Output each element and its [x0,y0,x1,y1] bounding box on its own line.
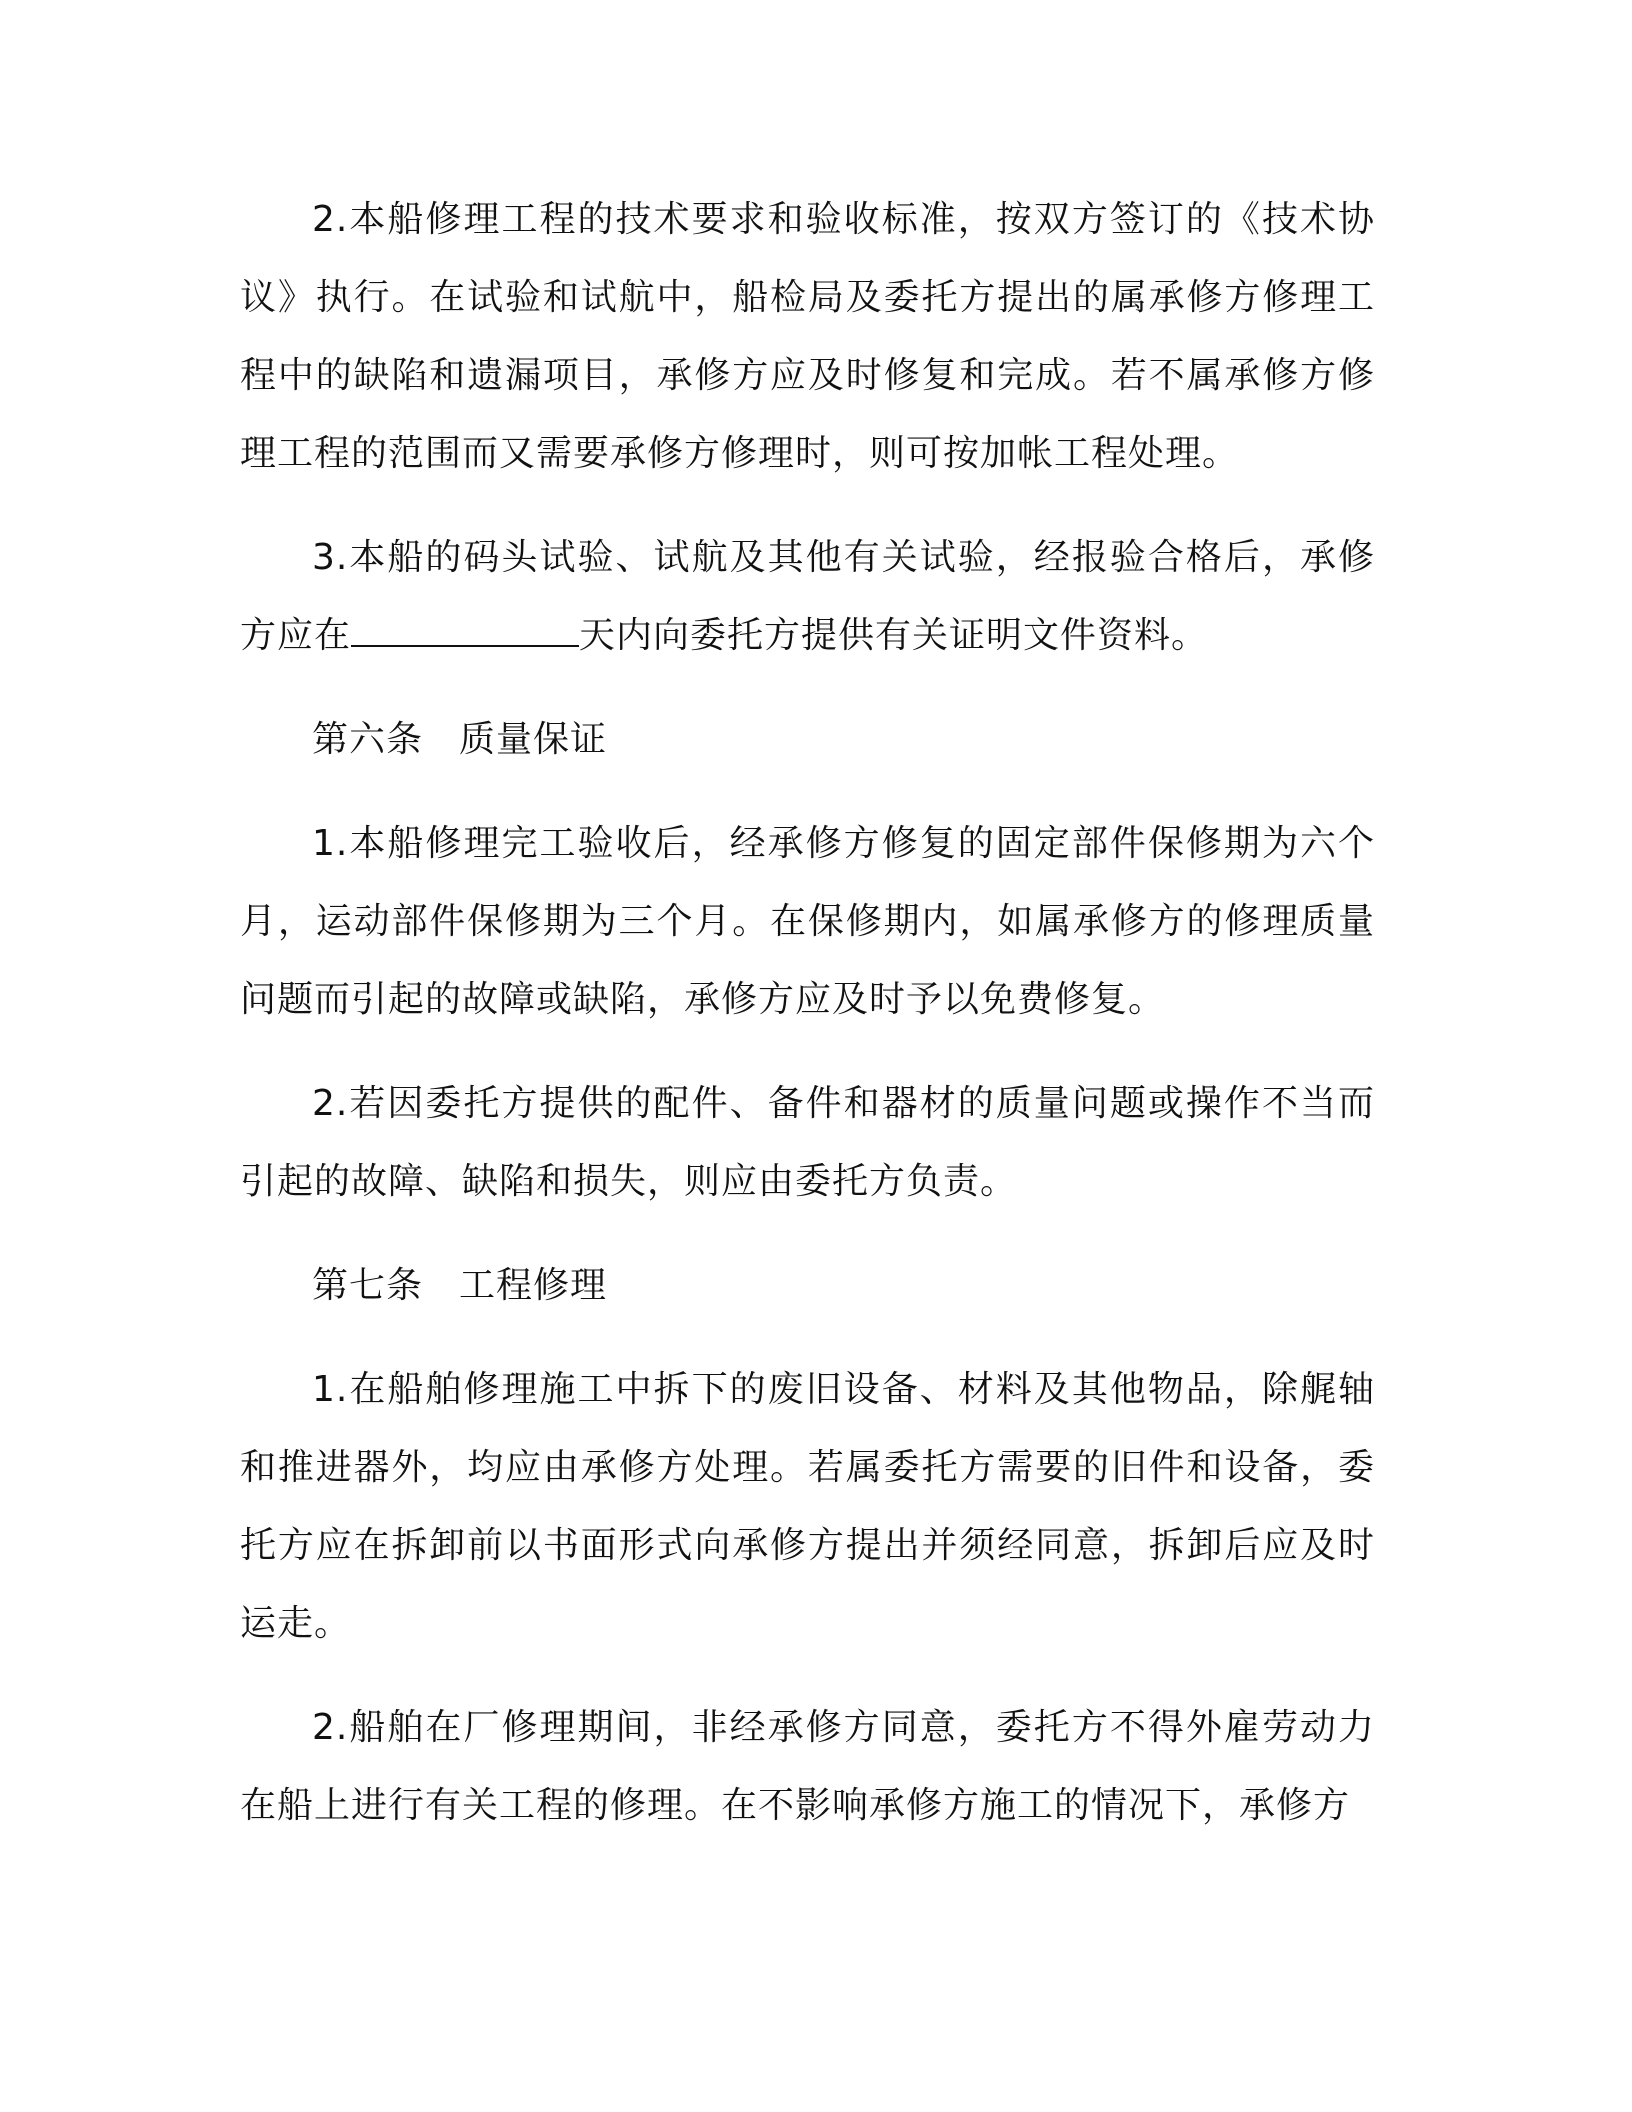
article-title: 质量保证 [459,719,608,760]
article-number: 第七条 [312,1265,424,1306]
article-heading-repair-works [240,1247,1375,1325]
document-body [240,181,1375,1871]
paragraph-technical-requirements: 2.本船修理工程的技术要求和验收标准，按双方签订的《技术协议》执行。在试验和试航中，船检局及委托方提出的属承修方修理工程中的缺陷和遗漏项目，承修方应及时修复和完成。若不属承修方修理工程的范围而又需要承修方修理时，则可按加帐工程处理。 [240,199,1375,474]
article-number: 第六条 [312,719,424,760]
paragraph-dock-trials-text-after: 天内向委托方提供有关证明文件资料。 [579,615,1209,656]
paragraph-removed-equipment: 1.在船舶修理施工中拆下的废旧设备、材料及其他物品，除艉轴和推进器外，均应由承修方处理。若属委托方需要的旧件和设备，委托方应在拆卸前以书面形式向承修方提出并须经同意，拆卸后应及时运走。 [240,1369,1375,1644]
paragraph-dock-trials-text-before: 3.本船的码头试验、试航及其他有关试验，经报验合格后，承修方应在 [240,537,1375,656]
paragraph-outside-labor: 2.船舶在厂修理期间，非经承修方同意，委托方不得外雇劳动力在船上进行有关工程的修理。在不影响承修方施工的情况下，承修方 [240,1707,1375,1826]
paragraph-client-responsibility: 2.若因委托方提供的配件、备件和器材的质量问题或操作不当而引起的故障、缺陷和损失，则应由委托方负责。 [240,1083,1375,1202]
fill-in-blank-days [351,615,579,647]
paragraph-warranty-period: 1.本船修理完工验收后，经承修方修复的固定部件保修期为六个月，运动部件保修期为三个月。在保修期内，如属承修方的修理质量问题而引起的故障或缺陷，承修方应及时予以免费修复。 [240,823,1375,1020]
paragraph-dock-trials [240,519,1375,675]
article-title: 工程修理 [459,1265,608,1306]
article-heading-quality-guarantee [240,701,1375,779]
